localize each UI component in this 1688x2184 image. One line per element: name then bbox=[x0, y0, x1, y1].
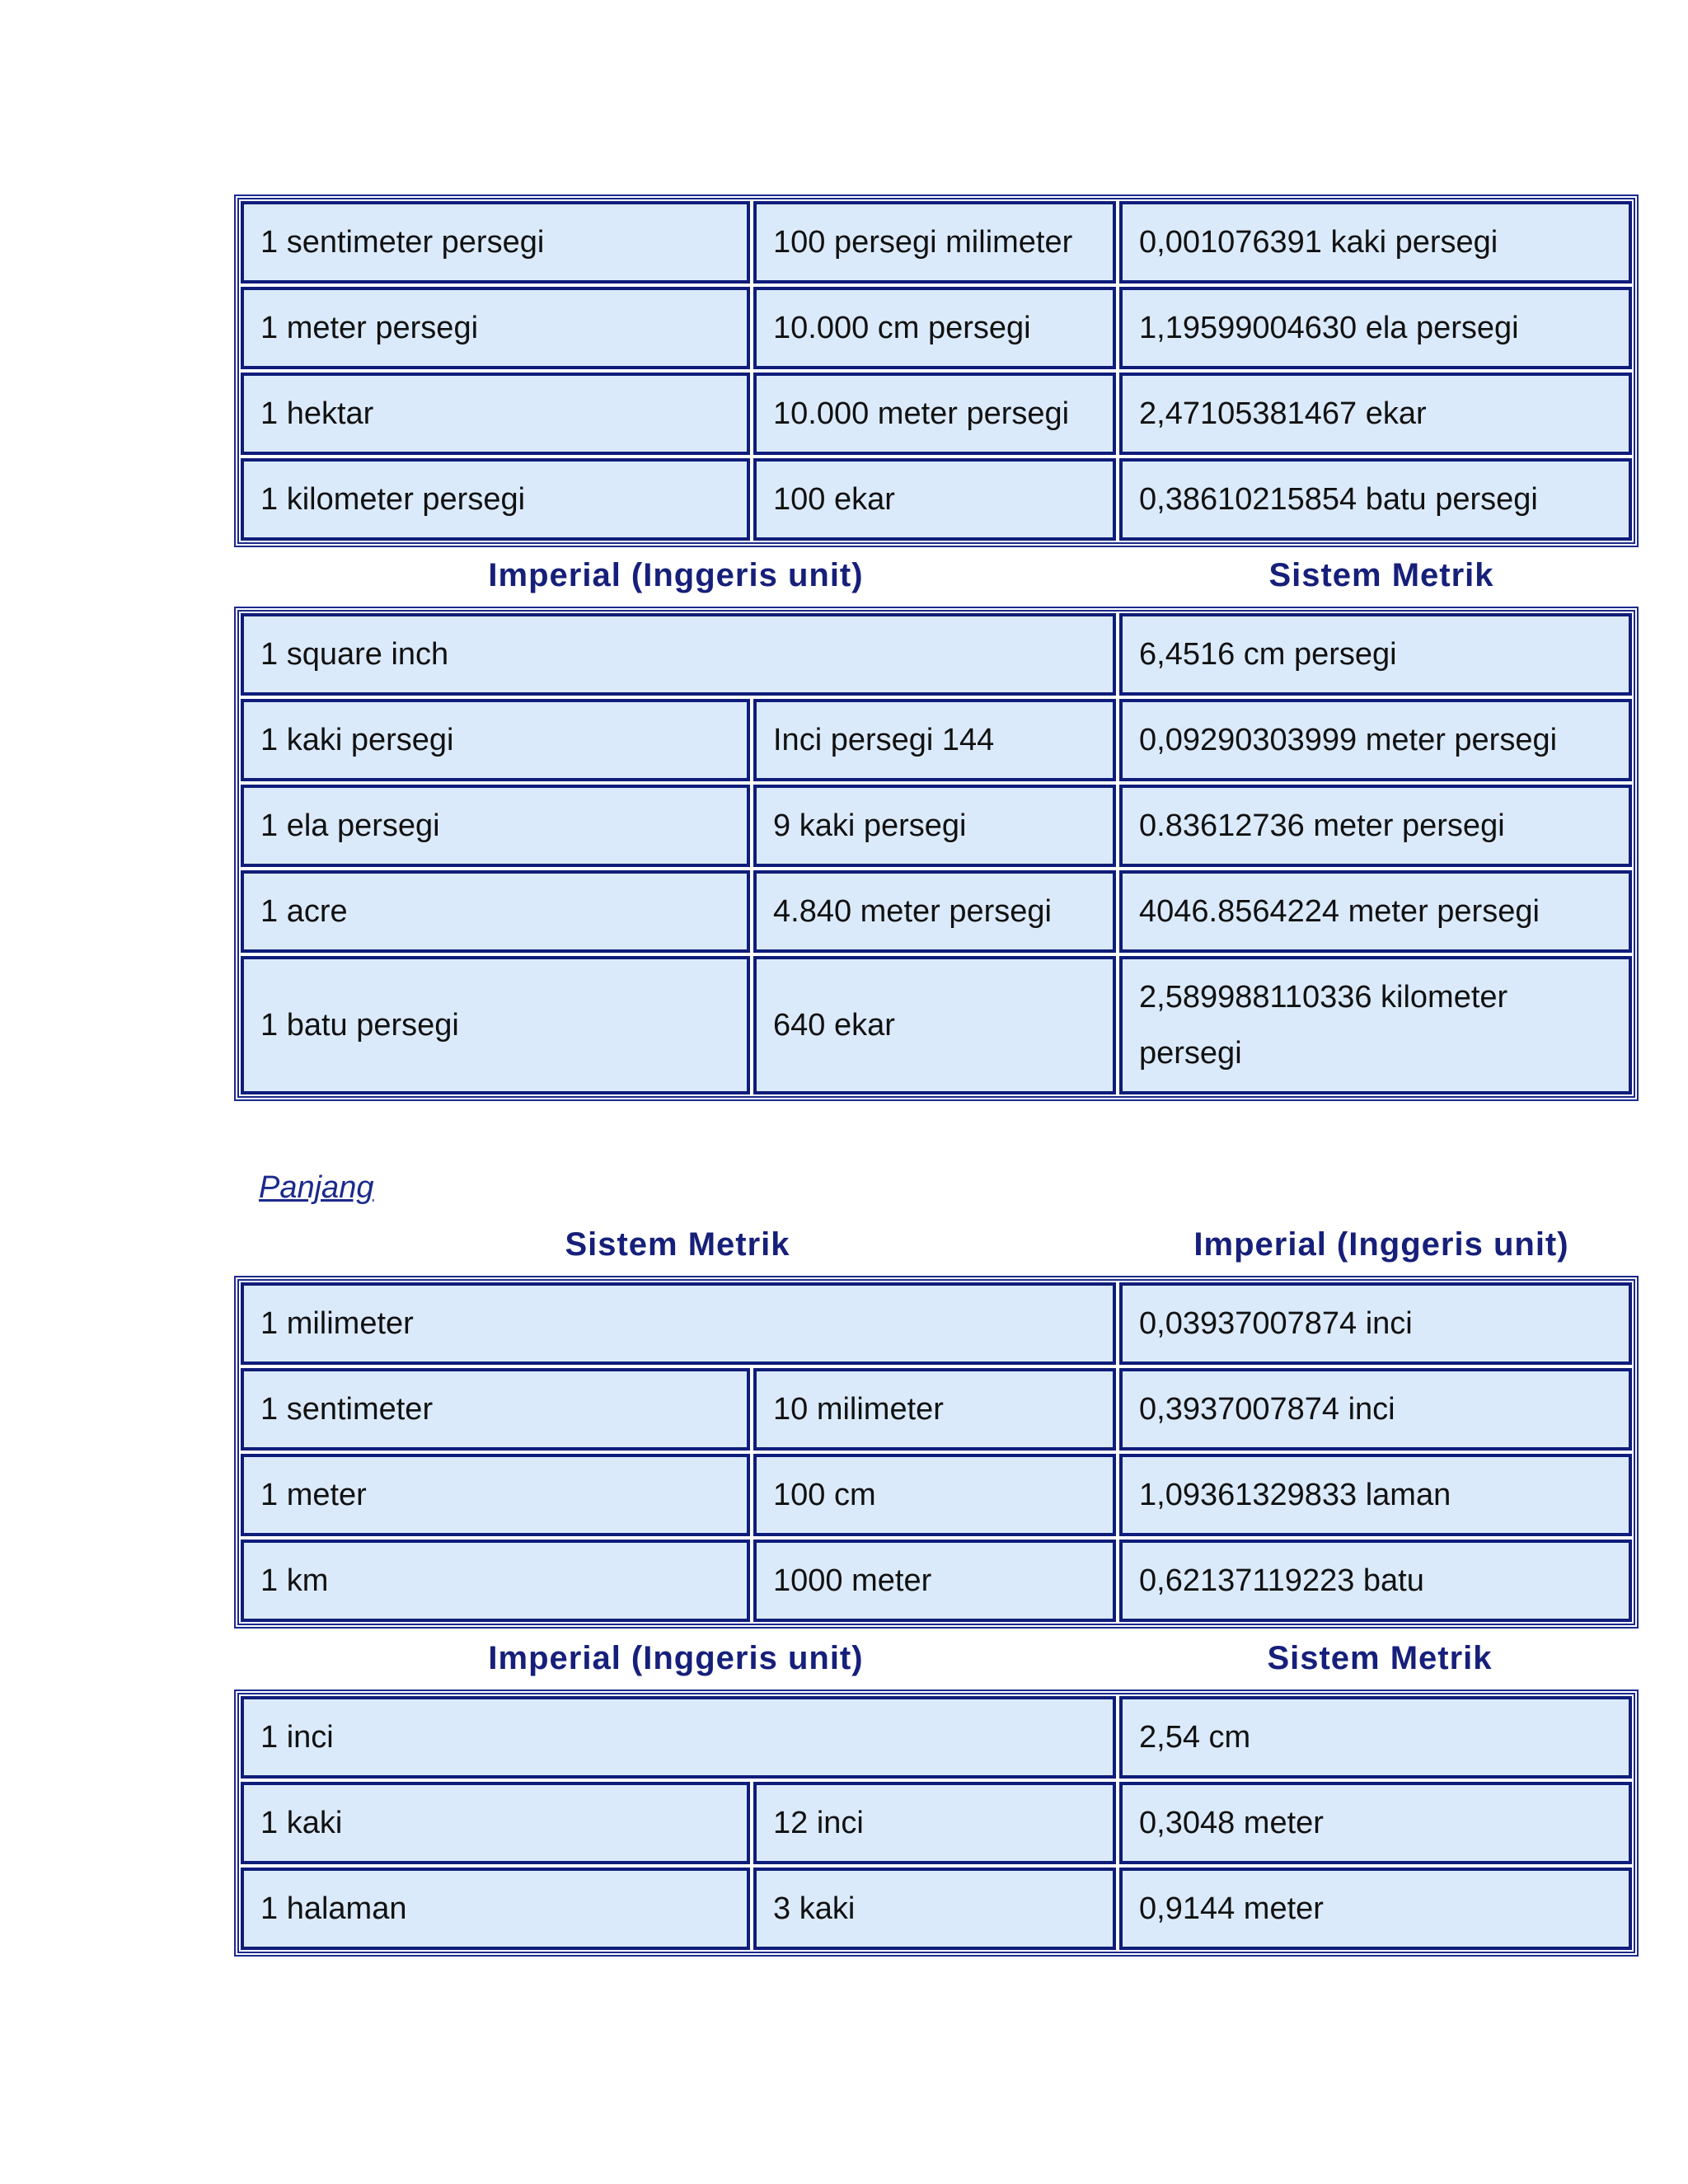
table-cell: 4046.8564224 meter persegi bbox=[1119, 870, 1632, 953]
table-cell: 0,3048 meter bbox=[1119, 1782, 1632, 1864]
column-heading: Imperial (Inggeris unit) bbox=[488, 1640, 864, 1676]
table-cell: 0,03937007874 inci bbox=[1119, 1282, 1632, 1365]
table-row bbox=[241, 458, 1632, 541]
table-cell: 0,09290303999 meter persegi bbox=[1119, 699, 1632, 781]
table-cell: 9 kaki persegi bbox=[753, 785, 1116, 867]
table-row bbox=[241, 1782, 1632, 1864]
table-cell: 1 batu persegi bbox=[241, 956, 750, 1094]
table-cell: 1 acre bbox=[241, 870, 750, 953]
table-cell: 2,54 cm bbox=[1119, 1696, 1632, 1779]
length-imperial-section bbox=[234, 1690, 1639, 1957]
table-cell: 1 meter bbox=[241, 1454, 750, 1536]
table-cell: Inci persegi 144 bbox=[753, 699, 1116, 781]
table-row bbox=[241, 287, 1632, 369]
table-cell: 10.000 meter persegi bbox=[753, 373, 1116, 455]
table-cell: 640 ekar bbox=[753, 956, 1116, 1094]
table-cell: 100 persegi milimeter bbox=[753, 201, 1116, 284]
column-heading: Sistem Metrik bbox=[565, 1226, 790, 1263]
table-cell: 12 inci bbox=[753, 1782, 1116, 1864]
area-metric-table bbox=[234, 194, 1639, 547]
table-cell: 1 km bbox=[241, 1540, 750, 1622]
table-cell: 1 meter persegi bbox=[241, 287, 750, 369]
table-cell: 1 kaki bbox=[241, 1782, 750, 1864]
column-heading: Imperial (Inggeris unit) bbox=[488, 557, 864, 593]
length-section-link[interactable]: Panjang bbox=[259, 1170, 374, 1205]
table-row bbox=[241, 699, 1632, 781]
table-cell: 0,62137119223 batu bbox=[1119, 1540, 1632, 1622]
table-cell: 1 kilometer persegi bbox=[241, 458, 750, 541]
area-imperial-header bbox=[234, 557, 1639, 600]
table-cell: 1 milimeter bbox=[241, 1282, 1116, 1365]
table-row bbox=[241, 373, 1632, 455]
table-cell: 0,3937007874 inci bbox=[1119, 1368, 1632, 1451]
area-metric-section bbox=[234, 194, 1639, 547]
table-cell: 100 cm bbox=[753, 1454, 1116, 1536]
table-row bbox=[241, 1868, 1632, 1950]
table-cell: 1 halaman bbox=[241, 1868, 750, 1950]
table-cell: 0.83612736 meter persegi bbox=[1119, 785, 1632, 867]
table-cell: 4.840 meter persegi bbox=[753, 870, 1116, 953]
table-cell: 1 kaki persegi bbox=[241, 699, 750, 781]
table-cell: 1000 meter bbox=[753, 1540, 1116, 1622]
table-cell: 2,47105381467 ekar bbox=[1119, 373, 1632, 455]
length-metric-table bbox=[234, 1276, 1639, 1629]
length-metric-header bbox=[234, 1226, 1639, 1269]
length-imperial-header bbox=[234, 1640, 1639, 1683]
column-heading: Sistem Metrik bbox=[1268, 557, 1494, 593]
table-cell: 0,9144 meter bbox=[1119, 1868, 1632, 1950]
table-cell: 0,001076391 kaki persegi bbox=[1119, 201, 1632, 284]
table-cell: 1 sentimeter persegi bbox=[241, 201, 750, 284]
table-cell: 0,38610215854 batu persegi bbox=[1119, 458, 1632, 541]
column-heading: Imperial (Inggeris unit) bbox=[1193, 1226, 1569, 1263]
table-row bbox=[241, 1540, 1632, 1622]
length-imperial-table bbox=[234, 1690, 1639, 1957]
table-row bbox=[241, 1696, 1632, 1779]
table-cell: 1,19599004630 ela persegi bbox=[1119, 287, 1632, 369]
table-row bbox=[241, 870, 1632, 953]
table-cell: 10 milimeter bbox=[753, 1368, 1116, 1451]
table-cell: 10.000 cm persegi bbox=[753, 287, 1116, 369]
table-cell: 1 ela persegi bbox=[241, 785, 750, 867]
table-row bbox=[241, 1368, 1632, 1451]
table-cell: 100 ekar bbox=[753, 458, 1116, 541]
table-cell: 6,4516 cm persegi bbox=[1119, 613, 1632, 696]
table-cell: 1 hektar bbox=[241, 373, 750, 455]
table-row bbox=[241, 1454, 1632, 1536]
area-imperial-table bbox=[234, 607, 1639, 1101]
column-heading: Sistem Metrik bbox=[1267, 1640, 1493, 1676]
table-cell: 1,09361329833 laman bbox=[1119, 1454, 1632, 1536]
table-row bbox=[241, 613, 1632, 696]
table-row bbox=[241, 956, 1632, 1094]
area-imperial-section bbox=[234, 607, 1639, 1101]
table-row bbox=[241, 1282, 1632, 1365]
length-metric-section bbox=[234, 1276, 1639, 1629]
table-cell: 1 square inch bbox=[241, 613, 1116, 696]
table-cell: 1 sentimeter bbox=[241, 1368, 750, 1451]
table-cell: 3 kaki bbox=[753, 1868, 1116, 1950]
table-row bbox=[241, 201, 1632, 284]
table-cell: 1 inci bbox=[241, 1696, 1116, 1779]
table-cell: 2,589988110336 kilometer persegi bbox=[1119, 956, 1632, 1094]
table-row bbox=[241, 785, 1632, 867]
